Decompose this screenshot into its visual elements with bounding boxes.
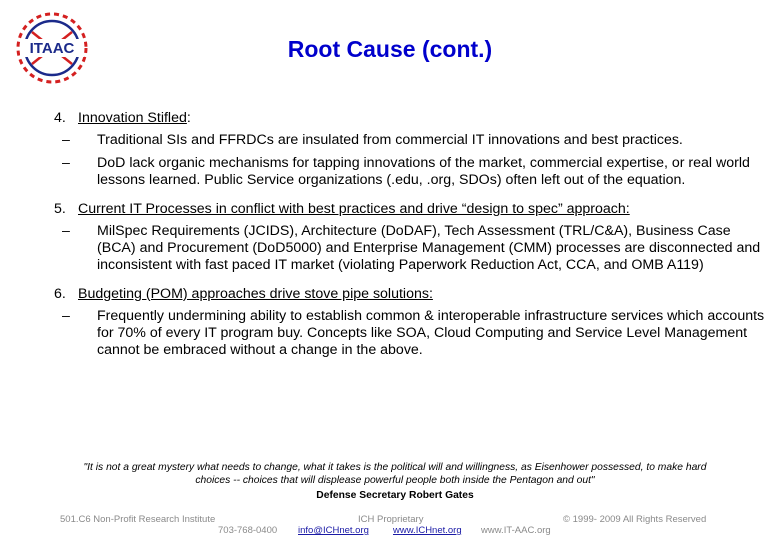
bullet-dash: – (62, 132, 70, 148)
footer-site-link[interactable]: www.ICHnet.org (393, 525, 462, 536)
slide-title: Root Cause (cont.) (287, 36, 493, 62)
bullet-item (50, 155, 768, 189)
section-heading-suffix: : (186, 110, 191, 126)
bullet-dash: – (62, 155, 70, 171)
section-number: 5. (54, 201, 66, 217)
bullet-item (50, 223, 768, 274)
bullet-text: MilSpec Requirements (JCIDS), Architecture (DoDAF), Tech Assessment (TRL/C&A), Business Case (BCA) and Procurement (DoD5000) and Enterprise Management (CMM) processes are disconnected and inconsistent with fast paced IT market (violating Paperwork Reduction Act, CCA, and OMB A119) (97, 223, 761, 273)
section-number: 4. (54, 110, 66, 126)
section-5 (50, 201, 768, 218)
footer-org: 501.C6 Non-Profit Research Institute (60, 514, 216, 525)
footer-phone: 703-768-0400 (218, 525, 278, 536)
slide-body (50, 110, 768, 365)
bullet-dash: – (62, 308, 70, 324)
section-6 (50, 286, 768, 303)
section-heading: Innovation Stifled (78, 110, 187, 126)
bullet-text: Frequently undermining ability to establish common & interoperable infrastructure services which accounts for 70% of every IT program buy. Concepts like SOA, Cloud Computing and Service Level Management cannot be embraced without a change in the above. (97, 308, 765, 358)
quote-author: Defense Secretary Robert Gates (316, 490, 474, 501)
section-heading: Budgeting (POM) approaches drive stove pipe solutions: (78, 286, 433, 302)
bullet-item (50, 132, 768, 149)
footer-email-link[interactable]: info@ICHnet.org (298, 525, 369, 536)
section-number: 6. (54, 286, 66, 302)
logo-text: ITAAC (29, 40, 75, 57)
quote-text: "It is not a great mystery what needs to change, what it takes is the political will and willingness, as Eisenhower possessed, to make hard choices -- choices that will displease powerful people both inside the Pentagon and out" (83, 462, 707, 486)
bullet-text: DoD lack organic mechanisms for tapping innovations of the market, commercial expertise, or real world lessons learned. Public Service organizations (.edu, .org, SDOs) often left out of the equation. (97, 155, 750, 188)
footer-proprietary: ICH Proprietary (358, 514, 424, 525)
section-heading: Current IT Processes in conflict with best practices and drive “design to spec” approach: (78, 201, 630, 217)
bullet-dash: – (62, 223, 70, 239)
footer-site2: www.IT-AAC.org (481, 525, 551, 536)
footer-copyright: © 1999- 2009 All Rights Reserved (563, 514, 707, 525)
bullet-text: Traditional SIs and FFRDCs are insulated from commercial IT innovations and best practices. (97, 132, 683, 148)
section-4 (50, 110, 768, 127)
bullet-item (50, 308, 768, 359)
